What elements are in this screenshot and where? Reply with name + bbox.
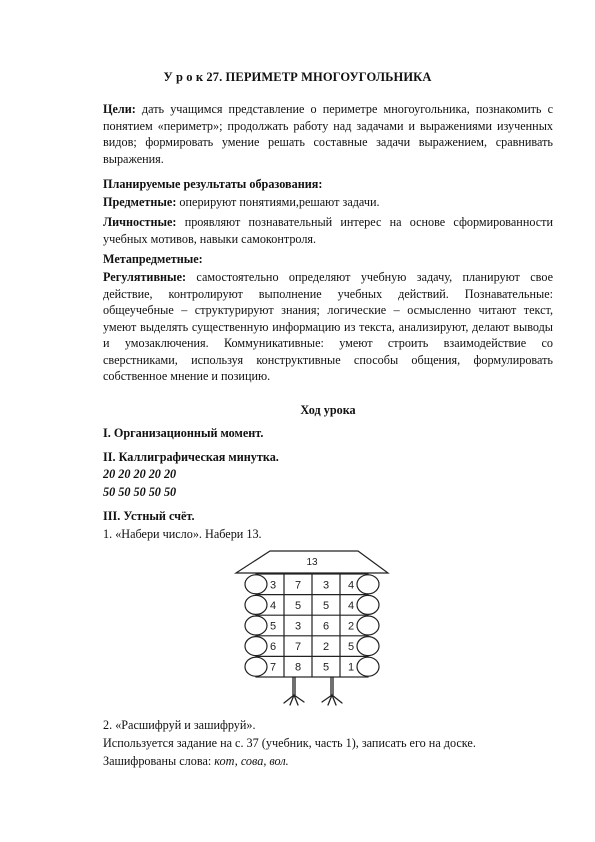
regulative-label: Регулятивные:: [103, 270, 187, 284]
grid-cell-number: 1: [347, 661, 355, 674]
goals-text: дать учащимся представление о периметре многоугольника, познакомить с понятием «периметр»; продолжать работу над задачами и выражениями изученных видов; формировать умение решать составные задачи выражением, сравнивать выражения.: [103, 102, 553, 166]
planned-results-heading: Планируемые результаты образования:: [103, 177, 323, 191]
grid-cell-number: 6: [322, 620, 330, 633]
personal-results: [103, 214, 553, 247]
grid-cell-number: 4: [347, 599, 355, 612]
grid-cell-number: 4: [269, 599, 277, 612]
grid-cell-number: 5: [347, 641, 355, 654]
goals-paragraph: [103, 101, 553, 167]
task-2: 2. «Расшифруй и зашифруй».: [103, 718, 256, 732]
regulative-paragraph: [103, 269, 553, 385]
personal-label: Личностные:: [103, 215, 177, 229]
grid-cell-number: 5: [294, 599, 302, 612]
lesson-heading: Ход урока: [300, 403, 356, 417]
subject-label: Предметные:: [103, 195, 177, 209]
goals-label: Цели:: [103, 102, 136, 116]
encoded-words-line: [103, 753, 289, 769]
grid-cell-number: 5: [269, 620, 277, 633]
grid-cell-number: 8: [294, 661, 302, 674]
calligraphy-line-1: 20 20 20 20 20: [103, 467, 177, 481]
grid-cell-number: 5: [322, 661, 330, 674]
page-title: У р о к 27. ПЕРИМЕТР МНОГОУГОЛЬНИКА: [163, 70, 432, 84]
grid-cell-number: 3: [269, 579, 277, 592]
grid-cell-number: 7: [294, 641, 302, 654]
grid-cell-number: 2: [347, 620, 355, 633]
personal-text: проявляют познавательный интерес на основе сформированности учебных мотивов, навыки самоконтроля.: [103, 215, 553, 246]
task-2-description: Используется задание на с. 37 (учебник, часть 1), записать его на доске.: [103, 736, 476, 750]
encoded-label: Зашифрованы слова:: [103, 754, 215, 768]
regulative-text: самостоятельно определяют учебную задачу, планируют свое действие, контролируют выполнение учебных действий. Познавательные: общеучебные – структурируют знания; логические – осмысленно читают текст, умеют выделять существенную информацию из текста, анализируют, делают выводы и умозаключения. Коммуникативные: умеют строить взаимодействие со сверстниками, используя конструктивные способы общения, формулировать собственное мнение и позицию.: [103, 270, 553, 383]
grid-cell-number: 3: [294, 620, 302, 633]
grid-cell-number: 4: [347, 579, 355, 592]
meta-heading: Метапредметные:: [103, 252, 203, 266]
grid-cell-number: 7: [294, 579, 302, 592]
house-number-figure: [232, 545, 392, 715]
subject-text: оперируют понятиями,решают задачи.: [176, 195, 380, 209]
grid-cell-number: 2: [322, 641, 330, 654]
grid-cell-number: 6: [269, 641, 277, 654]
task-1: 1. «Набери число». Набери 13.: [103, 527, 262, 541]
roof-number: 13: [306, 557, 318, 568]
chicken-legs: [284, 677, 342, 705]
calligraphy-line-2: 50 50 50 50 50: [103, 485, 177, 499]
grid-cell-number: 7: [269, 661, 277, 674]
grid-cell-number: 5: [322, 599, 330, 612]
subject-results: [103, 194, 553, 211]
section-oral-count: III. Устный счёт.: [103, 509, 195, 523]
section-organizational: I. Организационный момент.: [103, 426, 264, 440]
encoded-words: кот, сова, вол.: [214, 754, 289, 768]
grid-cell-number: 3: [322, 579, 330, 592]
section-calligraphy: II. Каллиграфическая минутка.: [103, 450, 279, 464]
